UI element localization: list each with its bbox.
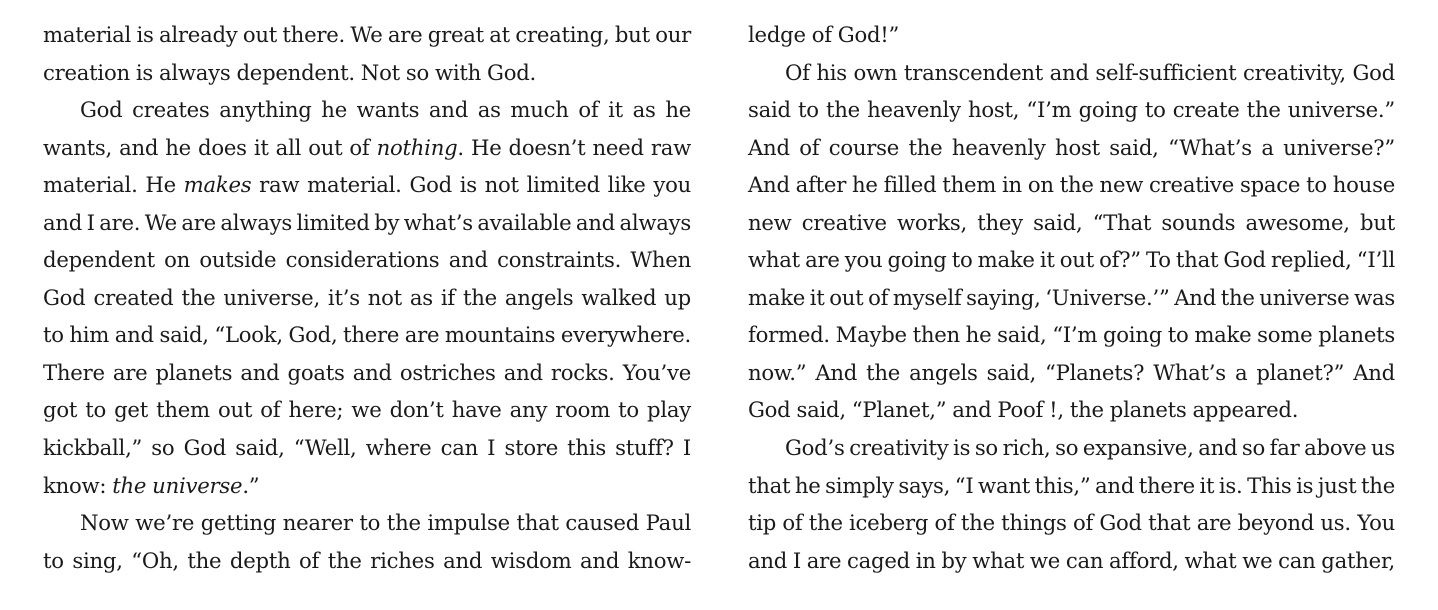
italic-text: nothing [376, 134, 458, 160]
text-line [748, 204, 1395, 242]
text-line [748, 166, 1395, 204]
text-segment: dependent on outside considerations and constraints. When [43, 247, 691, 273]
text-line [748, 91, 1395, 129]
text-segment: now.” And the angels said, “Planets? What’s a planet?” And [748, 359, 1395, 385]
text-segment: material. He [43, 172, 184, 198]
text-segment: .” [242, 472, 260, 498]
text-line [748, 429, 1395, 467]
text-segment: kickball,” so God said, “Well, where can I store this stuff? I [43, 435, 691, 461]
text-segment: new creative works, they said, “That sounds awesome, but [748, 209, 1395, 235]
text-segment: what are you going to make it out of?” To that God replied, “I’ll [748, 247, 1395, 273]
text-line [43, 129, 691, 167]
text-line [43, 542, 691, 580]
text-segment: material is already out there. We are great at creating, but our [43, 22, 691, 47]
text-segment: know: [43, 472, 113, 498]
text-line [43, 166, 691, 204]
text-line [748, 241, 1395, 279]
text-segment: got to get them out of here; we don’t have any room to play [43, 397, 691, 423]
text-segment: to sing, “Oh, the depth of the riches and wisdom and know- [43, 547, 691, 573]
text-segment: There are planets and goats and ostriches and rocks. You’ve [43, 359, 691, 385]
text-line [43, 467, 691, 505]
text-line [748, 354, 1395, 392]
text-segment: raw material. God is not limited like you [251, 172, 691, 198]
text-line [43, 91, 691, 129]
text-segment: and I are caged in by what we can afford, what we can gather, [748, 547, 1395, 573]
text-line [748, 542, 1395, 580]
text-line [43, 16, 691, 54]
text-line [748, 279, 1395, 317]
text-line [43, 204, 691, 242]
text-line [43, 316, 691, 354]
text-segment: creation is always dependent. Not so with God. [43, 59, 537, 85]
text-segment: Now we’re getting nearer to the impulse that caused Paul [80, 510, 691, 536]
text-segment: . He doesn’t need raw [457, 134, 691, 160]
text-line [43, 241, 691, 279]
text-line [748, 467, 1395, 505]
text-line [43, 429, 691, 467]
left-text-column [43, 16, 691, 579]
text-segment: said to the heavenly host, “I’m going to create the universe.” [748, 97, 1395, 123]
italic-text: the universe [112, 472, 243, 498]
text-line [748, 504, 1395, 542]
text-segment: formed. Maybe then he said, “I’m going to make some planets [748, 322, 1395, 348]
text-segment: and I are. We are always limited by what’s available and always [43, 209, 691, 235]
text-line [748, 54, 1395, 92]
text-segment: make it out of myself saying, ‘Universe.’” And the universe was [748, 284, 1395, 310]
text-line [748, 391, 1395, 429]
text-line [748, 316, 1395, 354]
text-segment: And after he filled them in on the new creative space to house [748, 172, 1395, 198]
text-segment: God created the universe, it’s not as if the angels walked up [43, 284, 691, 310]
text-segment: God creates anything he wants and as much of it as he [80, 97, 691, 123]
text-segment: wants, and he does it all out of [43, 134, 377, 160]
text-line [748, 16, 1395, 54]
text-line [43, 391, 691, 429]
text-segment: God said, “Planet,” and Poof !, the planets appeared. [748, 397, 1299, 423]
text-segment: tip of the iceberg of the things of God that are beyond us. You [748, 510, 1395, 536]
text-segment: Of his own transcendent and self-sufficient creativity, God [785, 59, 1395, 85]
right-text-column [748, 16, 1395, 579]
text-line [43, 504, 691, 542]
text-segment: to him and said, “Look, God, there are mountains everywhere. [43, 322, 691, 348]
text-segment: ledge of God!” [748, 22, 900, 47]
text-line [43, 279, 691, 317]
text-line [43, 54, 691, 92]
text-segment: God’s creativity is so rich, so expansive, and so far above us [785, 435, 1395, 461]
text-segment: that he simply says, “I want this,” and there it is. This is just the [748, 472, 1395, 498]
text-line [43, 354, 691, 392]
text-line [748, 129, 1395, 167]
text-segment: And of course the heavenly host said, “What’s a universe?” [748, 134, 1395, 160]
italic-text: makes [183, 172, 252, 198]
